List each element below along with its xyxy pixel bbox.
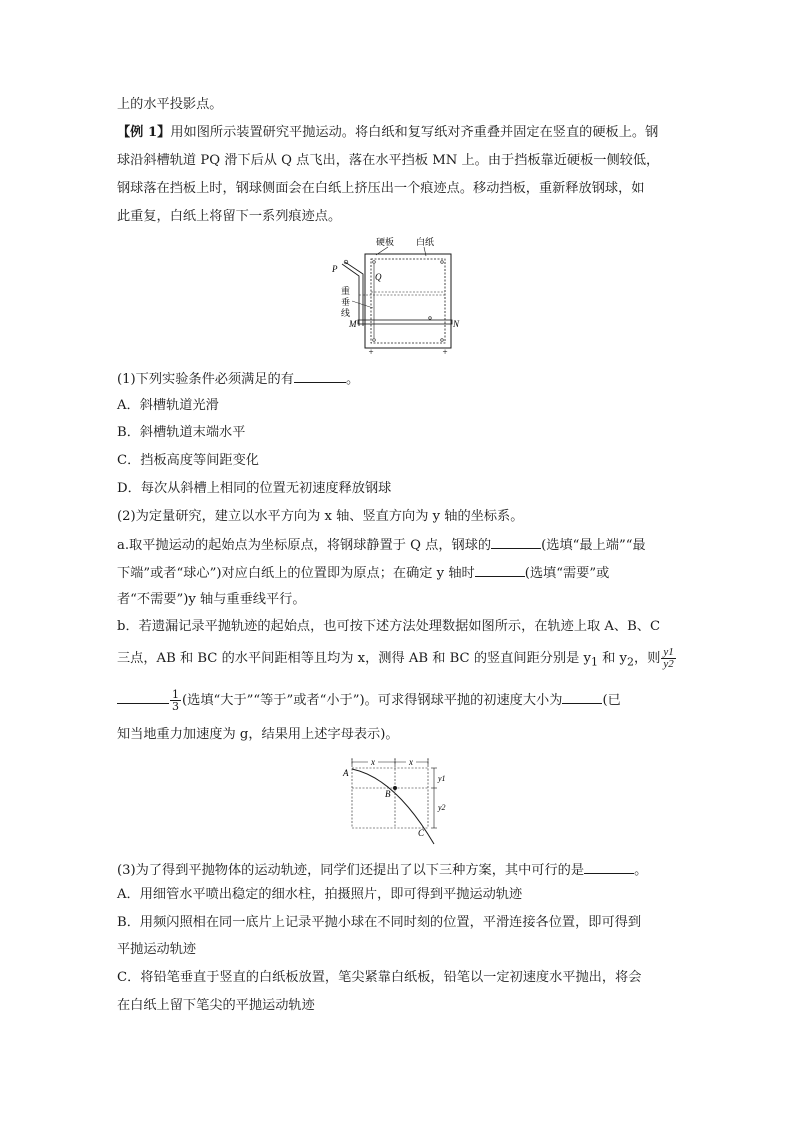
- q2-a-text-3: 下端”或者“球心”)对应白纸上的位置即为原点；在确定 y 轴时: [117, 566, 475, 581]
- label-paper: 白纸: [416, 237, 435, 247]
- pin: [373, 339, 376, 342]
- q3-option-b-1: B．用频闪照相在同一底片上记录平抛小球在不同时刻的位置，平滑连接各位置，即可得到: [117, 915, 641, 930]
- white-paper: [371, 259, 445, 343]
- q3-option-b-2: 平抛运动轨迹: [117, 942, 197, 957]
- trajectory-figure: [340, 752, 462, 846]
- q2-b-text-1: 三点，AB 和 BC 的水平间距相等且均为 x，测得 AB 和 BC 的竖直间距分别是 y: [117, 651, 591, 666]
- label-plumb-3: 线: [341, 308, 351, 318]
- trace-dot: [429, 317, 432, 320]
- q3-option-c-1: C．将铅笔垂直于竖直的白纸板放置，笔尖紧靠白纸板，铅笔以一定初速度水平抛出，将会: [117, 970, 642, 985]
- fraction-one-third: [170, 689, 181, 712]
- q2-b-text-5: (已: [602, 693, 621, 708]
- example-line-3: 钢球落在挡板上时，钢球侧面会在白纸上挤压出一个痕迹点。移动挡板，重新释放钢球，如: [117, 181, 645, 196]
- intro-tail: 上的水平投影点。: [117, 97, 223, 112]
- label-A: A: [343, 768, 349, 778]
- fraction-y1: y1: [663, 646, 674, 658]
- q2-b-line-3: [117, 689, 621, 712]
- label-y2: y2: [438, 803, 446, 812]
- q2-a-text-1: a.取平抛运动的起始点为坐标原点，将钢球静置于 Q 点，钢球的: [117, 538, 492, 553]
- baffle-MN: [358, 320, 452, 324]
- q2-b-line-1: b．若遗漏记录平抛轨迹的起始点，也可按下述方法处理数据如图所示，在轨迹上取 A、B、C: [117, 619, 661, 634]
- label-N: N: [453, 319, 460, 329]
- label-y1: y1: [438, 774, 446, 783]
- q1-option-b: B．斜槽轨道末端水平: [117, 425, 246, 440]
- q2-b-text-4: (选填“大于”“等于”或者“小于”)。可求得钢球平抛的初速度大小为: [182, 693, 563, 708]
- fraction-y2: y2: [663, 658, 674, 670]
- q1-stem: (1)下列实验条件必须满足的有: [117, 372, 294, 387]
- q3-option-c-2: 在白纸上留下笔尖的平抛运动轨迹: [117, 998, 315, 1013]
- q2-b-line-4: 知当地重力加速度为 g，结果用上述字母表示)。: [117, 727, 399, 742]
- q3-stem-line: [117, 860, 647, 880]
- q2-a-text-4: (选填“需要”或: [524, 566, 610, 581]
- q2-stem: (2)为定量研究，建立以水平方向为 x 轴、竖直方向为 y 轴的坐标系。: [117, 509, 524, 524]
- q1-stem-end: 。: [345, 372, 360, 387]
- q2-b-sub-1: 1: [590, 655, 598, 669]
- fraction-denominator: 3: [172, 700, 179, 713]
- label-plumb-2: 垂: [341, 297, 351, 307]
- label-board: 硬板: [376, 237, 395, 247]
- pin: [441, 339, 444, 342]
- steel-ball: [344, 260, 348, 264]
- q2-a-blank-2[interactable]: [475, 563, 525, 577]
- apparatus-figure: [328, 234, 468, 356]
- q2-a-line-3: 者“不需要”)y 轴与重垂线平行。: [117, 592, 306, 607]
- example-text-1: 用如图所示装置研究平抛运动。将白纸和复写纸对齐重叠并固定在竖直的硬板上。钢: [170, 125, 659, 140]
- label-B: B: [385, 789, 391, 799]
- example-line-2: 球沿斜槽轨道 PQ 滑下后从 Q 点飞出，落在水平挡板 MN 上。由于挡板靠近硬板一侧较低，: [117, 153, 660, 168]
- label-Q: Q: [375, 272, 382, 282]
- pin: [441, 261, 444, 264]
- example-tag: 【例 1】: [117, 125, 171, 140]
- q2-b-text-2: 和 y: [597, 651, 628, 666]
- leader-paper: [424, 247, 426, 256]
- q2-b-blank-2[interactable]: [562, 690, 602, 704]
- label-P: P: [332, 264, 338, 274]
- q3-option-a: A．用细管水平喷出稳定的细水柱，拍摄照片，即可得到平抛运动轨迹: [117, 887, 523, 902]
- example-line-4: 此重复，白纸上将留下一系列痕迹点。: [117, 209, 342, 224]
- q1-option-a: A．斜槽轨道光滑: [117, 398, 219, 413]
- plus-mark: +: [368, 347, 374, 356]
- q2-b-line-2: [117, 647, 677, 672]
- example-line-1: [117, 124, 658, 142]
- fraction-numerator: 1: [172, 688, 179, 701]
- label-C: C: [418, 828, 425, 838]
- label-plumb-1: 重: [341, 286, 351, 296]
- q2-a-line-1: [117, 535, 646, 555]
- q3-stem: (3)为了得到平抛物体的运动轨迹，同学们还提出了以下三种方案，其中可行的是: [117, 863, 585, 878]
- pin: [373, 261, 376, 264]
- q1-option-d: D．每次从斜槽上相同的位置无初速度释放钢球: [117, 481, 392, 496]
- label-x-2: x: [409, 757, 413, 767]
- q1-option-c: C．挡板高度等间距变化: [117, 453, 259, 468]
- q2-a-blank-1[interactable]: [491, 535, 541, 549]
- q2-b-text-3: ，则: [634, 651, 661, 666]
- leader-plumb: [352, 301, 373, 308]
- q1-stem-line: [117, 369, 359, 389]
- plus-mark: +: [442, 347, 448, 356]
- point-B: [393, 786, 397, 790]
- q2-a-text-2: (选填“最上端”“最: [541, 538, 646, 553]
- fraction-y1-y2: [661, 647, 675, 670]
- label-x-1: x: [371, 757, 375, 767]
- q3-stem-end: 。: [634, 863, 648, 878]
- hard-board: [365, 254, 451, 348]
- q3-answer-blank[interactable]: [584, 860, 634, 874]
- q2-b-blank-1[interactable]: [117, 690, 169, 704]
- q2-b-sub-2: 2: [627, 655, 635, 669]
- q1-answer-blank[interactable]: [294, 369, 346, 383]
- q2-a-line-2: [117, 563, 609, 583]
- label-M: M: [349, 319, 357, 329]
